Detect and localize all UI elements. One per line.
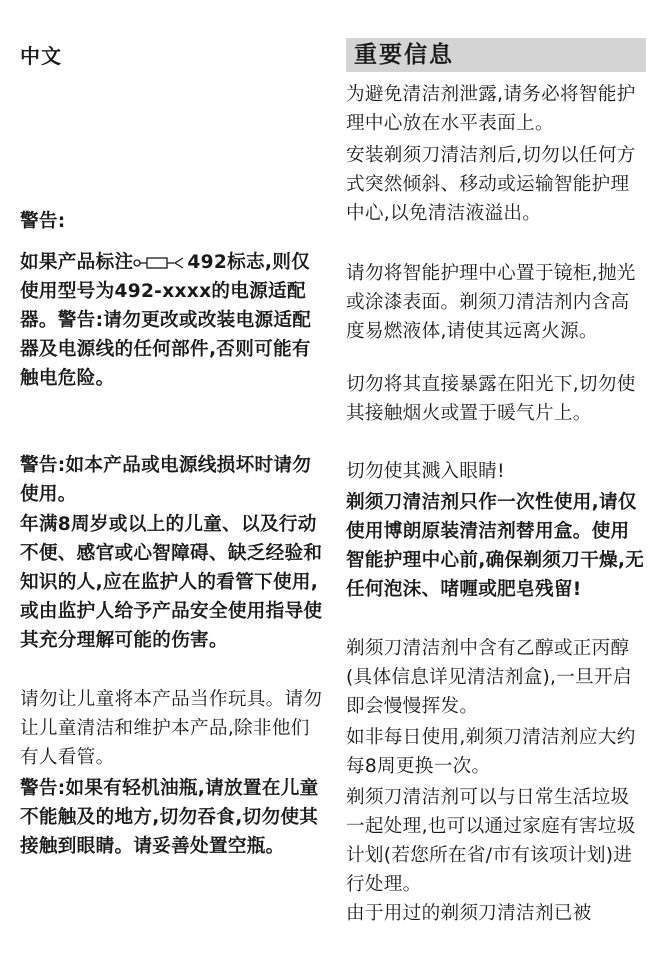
- ethanol-notice: 剃须刀清洁剂中含有乙醇或正丙醇(具体信息详见清洁剂盒),一旦开启即会慢慢挥发。: [346, 638, 632, 717]
- section-title: 重要信息: [346, 38, 646, 72]
- damaged-cord-warning: 警告:如本产品或电源线损坏时请勿使用。: [20, 455, 312, 505]
- eyes-notice: 切勿使其溅入眼睛!: [346, 461, 505, 482]
- children-play-notice: 请勿让儿童将本产品当作玩具。请勿让儿童清洁和维护本产品,除非他们有人看管。: [20, 689, 323, 768]
- no-tilt-notice: 安装剃须刀清洁剂后,切勿以任何方式突然倾斜、移动或运输智能护理中心,以免清洁液溢出。: [346, 145, 636, 224]
- single-use-notice: 剃须刀清洁剂只作一次性使用,请仅使用博朗原装清洁剂替用盒。使用智能护理中心前,确保剃须刀干燥,无任何泡沫、啫喱或肥皂残留!: [346, 492, 645, 600]
- disposal-notice: 剃须刀清洁剂可以与日常生活垃圾一起处理,也可以通过家庭有害垃圾计划(若您所在省/市有该项计划)进行处理。: [346, 787, 636, 895]
- flammable-notice: 请勿将智能护理中心置于镜柜,抛光或涂漆表面。剃须刀清洁剂内含高度易燃液体,请使其远离火源。: [346, 263, 636, 342]
- power-adapter-symbol-icon: [133, 256, 187, 270]
- used-cleaner-notice: 由于用过的剃须刀清洁剂已被: [346, 903, 592, 924]
- adapter-warning-part1: 如果产品标注: [20, 252, 134, 273]
- warning-label: 警告:: [20, 211, 66, 232]
- adapter-warning-part2: 492标志,则仅使用型号为492-xxxx的电源适配器。警告:请勿更改或改装电源适配器及电源线的任何部件,否则可能有触电危险。: [20, 252, 312, 389]
- oil-bottle-warning: 警告:如果有轻机油瓶,请放置在儿童不能触及的地方,切勿吞食,切勿使其接触到眼睛。请妥善处置空瓶。: [20, 778, 319, 857]
- level-surface-notice: 为避免清洁剂泄露,请务必将智能护理中心放在水平表面上。: [346, 84, 636, 134]
- children-supervision-warning: 年满8周岁或以上的儿童、以及行动不便、感官或心智障碍、缺乏经验和知识的人,应在监护人的看管下使用,或由监护人给予产品安全使用指导使其充分理解可能的伤害。: [20, 514, 323, 651]
- replacement-notice: 如非每日使用,剃须刀清洁剂应大约每8周更换一次。: [346, 727, 636, 777]
- adapter-warning: [20, 248, 326, 393]
- sunlight-notice: 切勿将其直接暴露在阳光下,切勿使其接触烟火或置于暖气片上。: [346, 374, 636, 424]
- language-heading: 中文: [20, 44, 62, 68]
